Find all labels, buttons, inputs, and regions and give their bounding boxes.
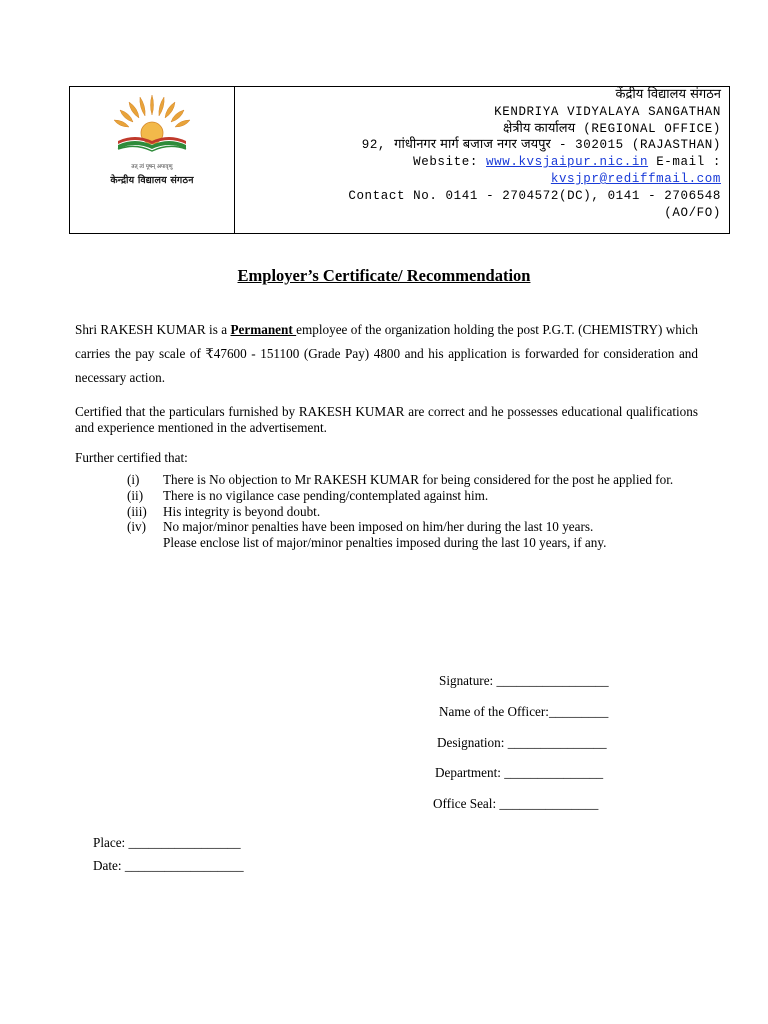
address-pin: - 302015 (RAJASTHAN) xyxy=(558,138,721,153)
para1-start: Shri RAKESH KUMAR is a xyxy=(75,322,231,337)
kvs-logo xyxy=(78,89,226,169)
list-item-text: There is No objection to Mr RAKESH KUMAR for being considered for the post he applied for. xyxy=(163,472,674,487)
employment-type: Permanent xyxy=(230,322,297,337)
email-link[interactable]: kvsjpr@rediffmail.com xyxy=(550,171,721,186)
penalties-note: Please enclose list of major/minor penalties imposed during the last 10 years, if any. xyxy=(163,535,607,551)
list-item-text: There is no vigilance case pending/contemplated against him. xyxy=(163,487,489,503)
office-hindi: क्षेत्रीय कार्यालय xyxy=(503,120,576,136)
signature-field[interactable]: Signature: _________________ xyxy=(439,673,609,688)
further-certified-heading: Further certified that: xyxy=(75,450,188,465)
list-item-text: No major/minor penalties have been imposed on him/her during the last 10 years. xyxy=(163,519,594,535)
website-label: Website: xyxy=(413,155,478,170)
date-field[interactable]: Date: __________________ xyxy=(93,858,244,873)
department-field[interactable]: Department: _______________ xyxy=(435,765,604,780)
email-label: E-mail : xyxy=(656,155,721,170)
logo-cell xyxy=(70,87,235,233)
designation-field[interactable]: Designation: _______________ xyxy=(437,735,607,750)
website-link[interactable]: www.kvsjaipur.nic.in xyxy=(486,155,649,170)
org-name-hindi: केंद्रीय विद्यालय संगठन xyxy=(615,87,721,102)
list-item xyxy=(127,504,673,520)
office-seal-field[interactable]: Office Seal: _______________ xyxy=(433,796,599,811)
address-number: 92, xyxy=(361,138,387,153)
list-item-number: (i) xyxy=(127,472,140,487)
list-item-number: (ii) xyxy=(127,487,144,503)
letterhead xyxy=(69,86,730,234)
contact-suffix: (AO/FO) xyxy=(664,205,721,220)
list-item xyxy=(127,488,673,504)
address-hindi: गांधीनगर मार्ग बजाज नगर जयपुर xyxy=(394,137,551,153)
org-name-english: KENDRIYA VIDYALAYA SANGATHAN xyxy=(494,104,721,119)
list-item-number: (iii) xyxy=(127,503,147,519)
certification-paragraph: Certified that the particulars furnished by RAKESH KUMAR are correct and he possesses educational qualifications and experience mentioned in the advertisement. xyxy=(75,404,698,435)
list-item xyxy=(127,519,673,535)
letterhead-address xyxy=(251,87,721,221)
employment-paragraph xyxy=(75,318,698,390)
certification-list xyxy=(127,472,673,551)
para1-end: employee of the organization holding the post P.G.T. (CHEMISTRY) which carries the pay scale of ₹47600 - 151100 (Grade Pay) 4800 and his application is forwarded for consideration and necessary action. xyxy=(75,322,698,385)
list-item-number: (iv) xyxy=(127,519,147,535)
office-english: (REGIONAL OFFICE) xyxy=(583,121,721,136)
officer-name-field[interactable]: Name of the Officer:_________ xyxy=(439,704,609,719)
document-title: Employer’s Certificate/ Recommendation xyxy=(237,266,531,285)
list-item-text: His integrity is beyond doubt. xyxy=(163,503,321,519)
logo-caption: केन्द्रीय विद्यालय संगठन xyxy=(110,175,194,186)
place-field[interactable]: Place: _________________ xyxy=(93,835,241,850)
contact-line: Contact No. 0141 - 2704572(DC), 0141 - 2706548 xyxy=(348,188,721,203)
list-item xyxy=(127,472,673,488)
logo-motto: तत् त्वं पूषन् अपावृणु xyxy=(131,164,173,170)
